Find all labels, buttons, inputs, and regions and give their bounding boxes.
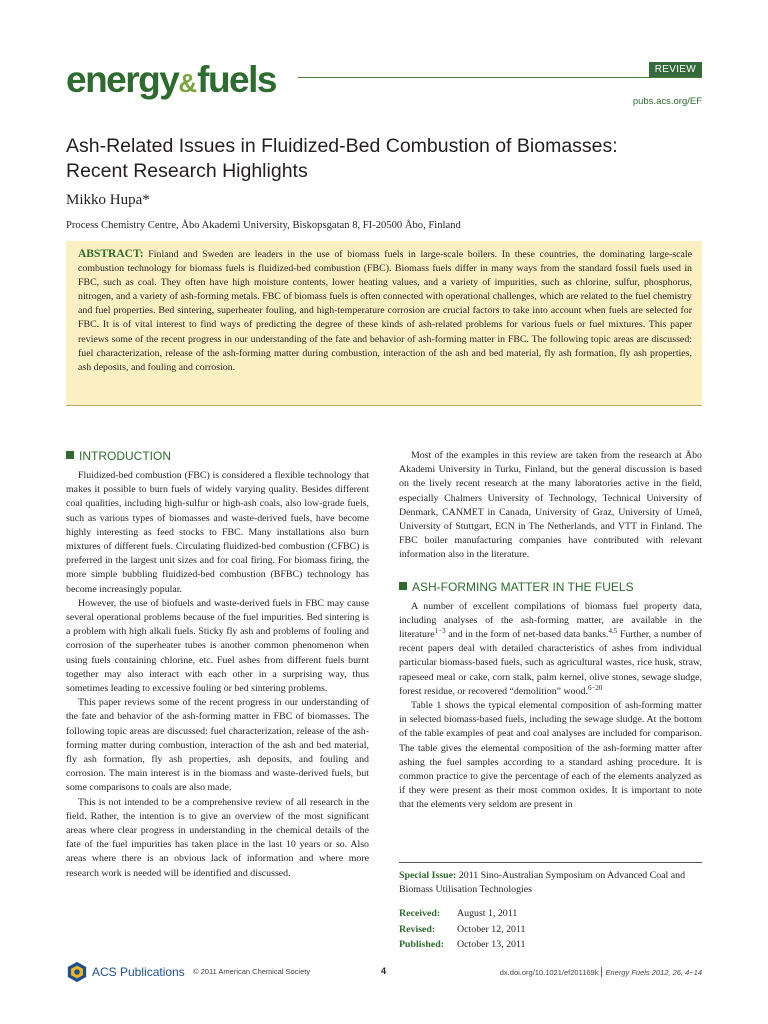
date-value: August 1, 2011	[457, 908, 518, 920]
abstract-label: ABSTRACT:	[78, 248, 144, 260]
paragraph-text: Further, a number of recent papers deal with detailed characteristics of ashes from individual particular biomass-based fuels, such as agricultural wastes, rice husk, straw, rapeseed meal or cake, corn stalk, palm kernel, olive stones, sewage sludge, forest residue, or recovered “demolition” wood.	[399, 629, 703, 697]
date-row-published	[399, 937, 702, 953]
journal-logo-amp: &	[178, 68, 198, 98]
date-row-received	[399, 906, 702, 922]
paragraph-text: and in the form of net-based data banks.	[445, 629, 609, 641]
article-dates	[399, 906, 702, 953]
right-column	[399, 449, 702, 813]
paper-title	[66, 134, 706, 184]
section-heading-introduction	[66, 449, 369, 464]
paper-title-line-1: Ash-Related Issues in Fluidized-Bed Combustion of Biomasses:	[66, 135, 618, 157]
special-issue-note	[399, 869, 702, 897]
paragraph-text: A number of excellent compilations of biomass fuel property data, including analyses of the ash-forming matter, are available in the literature	[399, 600, 702, 641]
page-number: 4	[381, 966, 387, 976]
date-label: Received:	[399, 908, 441, 920]
journal-url-link[interactable]: pubs.acs.org/EF	[632, 96, 702, 107]
abstract-box	[66, 241, 702, 406]
special-issue-text: 2011 Sino-Australian Symposium on Advanced Coal and Biomass Utilisation Technologies	[399, 870, 686, 896]
journal-logo-energy: energy	[66, 59, 179, 100]
special-issue-label: Special Issue:	[399, 870, 457, 881]
reference-link[interactable]: 1−3	[434, 627, 446, 636]
copyright-notice: © 2011 American Chemical Society	[193, 967, 311, 976]
reference-link[interactable]: 6−20	[587, 683, 603, 692]
journal-logo	[66, 58, 276, 105]
journal-logo-fuels: fuels	[197, 59, 276, 100]
header-rule	[298, 77, 702, 78]
section-heading-text: INTRODUCTION	[79, 449, 171, 463]
doi-link[interactable]: dx.doi.org/10.1021/ef201169k	[499, 968, 599, 977]
abstract-text: Finland and Sweden are leaders in the use of biomass fuels in large-scale boilers. In these countries, the dominating large-scale combustion technology for biomass fuels is fluidized-bed combustion (FBC). Biomass fuels differ in many ways from the standard fossil fuels used in FBC, such as coal. They often have high moisture contents, lower heating values, and a variety of impurities, such as chlorine, sulfur, phosphorus, nitrogen, and a variety of ash-forming metals. FBC of biomass fuels is often connected with operational challenges, which are related to the fuel chemistry and fuel properties. Bed sintering, superheater fouling, and high-temperature corrosion are crucial factors to take into account when fuels are selected for FBC. It is of vital interest to find ways of predicting the degree of these kinds of ash-related problems for various fuels or fuel mixtures. This paper reviews some of the recent progress in our understanding of the fate and behavior of ash-forming matter in FBC. The following topic areas are discussed: fuel characterization, release of the ash-forming matter during combustion, interaction of the ash and bed material, fly ash formation, fly ash properties, ash deposits, and fouling and corrosion.	[78, 249, 693, 373]
acs-hexagon-icon	[66, 961, 88, 983]
date-value: October 12, 2011	[457, 923, 526, 935]
section-heading-text: ASH-FORMING MATTER IN THE FUELS	[412, 579, 634, 594]
article-type-badge: REVIEW	[649, 62, 702, 77]
date-label: Published:	[399, 939, 445, 951]
paragraph: Fluidized-bed combustion (FBC) is considered a flexible technology that makes it possible to burn fuels of widely varying quality. Besides different coal qualities, including high-sulfur or high-ash coals, also low-grade fuels, such as various types of biomasses and waste-derived fuels, have become highly interesting as feed stocks to FBC. Many installations also burn mixtures of different fuels. Circulating fluidized-bed combustion (CFBC) is preferred in the largest unit sizes and for coal firing. For biomass firing, the more simple bubbling fluidized-bed combustion (BFBC) technology has become increasingly popular.	[66, 470, 369, 595]
footer-doi	[500, 967, 702, 977]
author-affiliation: Process Chemistry Centre, Åbo Akademi University, Biskopsgatan 8, FI-20500 Åbo, Finland	[66, 220, 461, 231]
author-name[interactable]: Mikko Hupa*	[66, 192, 150, 208]
date-row-revised	[399, 922, 702, 938]
acs-publications-logo[interactable]	[66, 961, 185, 983]
paragraph: Most of the examples in this review are taken from the research at Åbo Akademi University in Turku, Finland, but the general discussion is based on the lively recent research at the many laboratories active in the field, especially Chalmers University of Technology, Technical University of Denmark, CANMET in Canada, University of Graz, University of Umeå, University of Stuttgart, ECN in The Netherlands, and VTT in Finland. The FBC boiler manufacturing companies have contributed with relevant information also in the literature.	[399, 450, 702, 561]
section-bullet-icon	[66, 451, 74, 459]
section-bullet-icon	[399, 582, 407, 590]
paragraph	[399, 600, 702, 699]
footer-separator	[601, 967, 602, 977]
section-heading-ash-forming-matter	[399, 580, 702, 595]
journal-citation: Energy Fuels 2012, 26, 4−14	[605, 968, 702, 977]
left-column	[66, 449, 369, 881]
date-value: October 13, 2011	[457, 939, 526, 951]
paragraph: However, the use of biofuels and waste-derived fuels in FBC may cause several operational problems because of the fuel impurities. Bed sintering is a problem with high alkali fuels. Sticky fly ash and problems of fouling and corrosion of the superheater tubes is another common phenomenon when using fuels containing chlorine, etc. Fuel ashes from different fuels burnt together may also interact with each other in a surprising way, thus sometimes leading to excessive fouling or bed sintering problems.	[66, 597, 369, 695]
paragraph: This is not intended to be a comprehensive review of all research in the field. Rather, the intention is to give an overview of the most significant areas where clear progress in understanding in the chemical details of the fate of the fuel impurities has taken place in the last 10 years or so. Also areas where there is an obvious lack of information and where more research work is needed will be identified and discussed.	[66, 796, 369, 879]
date-label: Revised:	[399, 923, 436, 935]
special-issue-box	[399, 862, 702, 953]
reference-link[interactable]: 4,5	[608, 627, 618, 636]
paragraph: Table 1 shows the typical elemental composition of ash-forming matter in selected biomass-based fuels, including the sewage sludge. At the bottom of the table examples of peat and coal analyses are included for comparison. The table gives the elemental composition of the ash-forming matter after ashing the fuel samples according to a standard ashing procedure. It is common practice to give the percentage of each of the elements analyzed as if they were present as their most common oxides. It is important to note that the elements very seldom are present in	[399, 700, 702, 811]
acs-publications-text: ACS Publications	[92, 965, 185, 979]
paragraph: This paper reviews some of the recent progress in our understanding of the fate and behavior of the ash-forming matter in FBC of biomasses. The following topic areas are discussed: fuel characterization, release of the ash-forming matter during combustion, interaction of the ash and bed material, fly ash formation, fly ash properties, ash deposits, and fouling and corrosion. The main interest is in the biomass and waste-derived fuels, but some comparisons to coals are also made.	[66, 697, 369, 794]
paper-title-line-2: Recent Research Highlights	[66, 160, 308, 182]
